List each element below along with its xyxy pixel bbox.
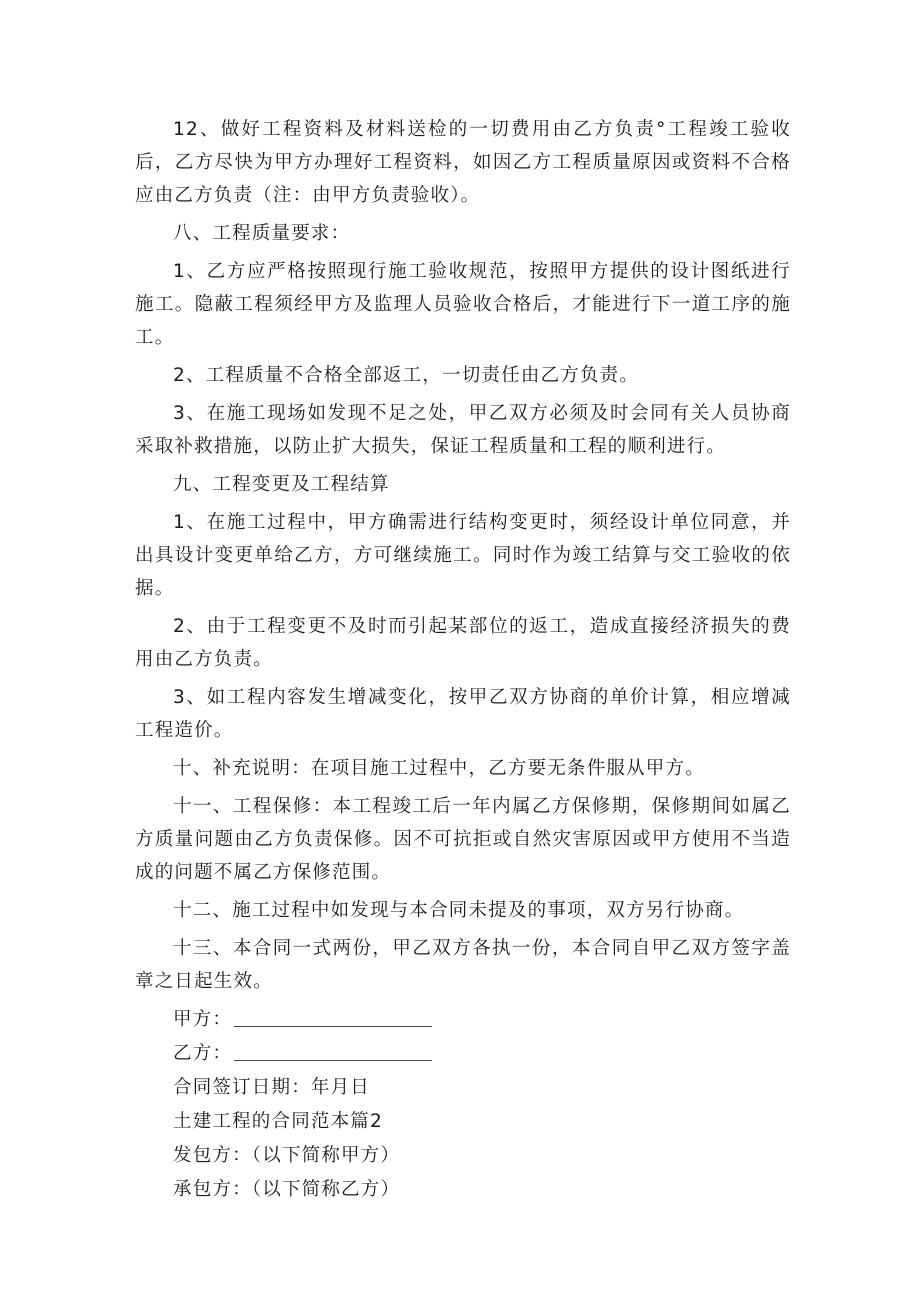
contract-body [135, 113, 791, 1207]
sign-date: 合同签订日期：年月日 [173, 1077, 371, 1098]
supplementary-note: 十、补充说明：在项目施工过程中，乙方要无条件服从甲方。 [173, 758, 705, 779]
clause-12-documents: 12、做好工程资料及材料送检的一切费用由乙方负责°工程竣工验收后，乙方尽快为甲方办理好工程资料，如因乙方工程质量原因或资料不合格应由乙方负责（注：由甲方负责验收）。 [135, 119, 791, 206]
unmentioned-matters-clause: 十二、施工过程中如发现与本合同未提及的事项，双方另行协商。 [173, 900, 745, 921]
copies-effective-clause: 十三、本合同一式两份，甲乙双方各执一份，本合同自甲乙双方签字盖章之日起生效。 [135, 938, 791, 992]
section-2-title: 土建工程的合同范本篇2 [173, 1111, 383, 1132]
heading-quality-requirements: 八、工程质量要求： [173, 223, 351, 244]
heading-changes-settlement: 九、工程变更及工程结算 [173, 474, 390, 495]
quality-clause-3: 3、在施工现场如发现不足之处，甲乙双方必须及时会同有关人员协商采取补救措施，以防止扩大损失，保证工程质量和工程的顺利进行。 [135, 403, 791, 457]
party-a-label: 甲方： [173, 1009, 233, 1030]
party-b-label: 乙方： [173, 1043, 233, 1064]
party-a-signature [135, 1003, 791, 1036]
change-clause-3: 3、如工程内容发生增减变化，按甲乙双方协商的单价计算，相应增减工程造价。 [135, 687, 791, 741]
warranty-clause: 十一、工程保修：本工程竣工后一年内属乙方保修期，保修期间如属乙方质量问题由乙方负责保修。因不可抗拒或自然灾害原因或甲方使用不当造成的问题不属乙方保修范围。 [135, 796, 791, 883]
party-a-signature-line [234, 1004, 432, 1027]
quality-clause-1: 1、乙方应严格按照现行施工验收规范，按照甲方提供的设计图纸进行施工。隐蔽工程须经甲方及监理人员验收合格后，才能进行下一道工序的施工。 [135, 261, 791, 348]
party-b-signature-line [234, 1038, 432, 1061]
party-b-signature [135, 1037, 791, 1070]
contractor-line: 承包方：（以下简称乙方） [173, 1179, 401, 1200]
quality-clause-2: 2、工程质量不合格全部返工，一切责任由乙方负责。 [173, 365, 640, 386]
change-clause-2: 2、由于工程变更不及时而引起某部位的返工，造成直接经济损失的费用由乙方负责。 [135, 616, 791, 670]
change-clause-1: 1、在施工过程中，甲方确需进行结构变更时，须经设计单位同意，并出具设计变更单给乙方，方可继续施工。同时作为竣工结算与交工验收的依据。 [135, 512, 791, 599]
employer-line: 发包方：（以下简称甲方） [173, 1145, 401, 1166]
